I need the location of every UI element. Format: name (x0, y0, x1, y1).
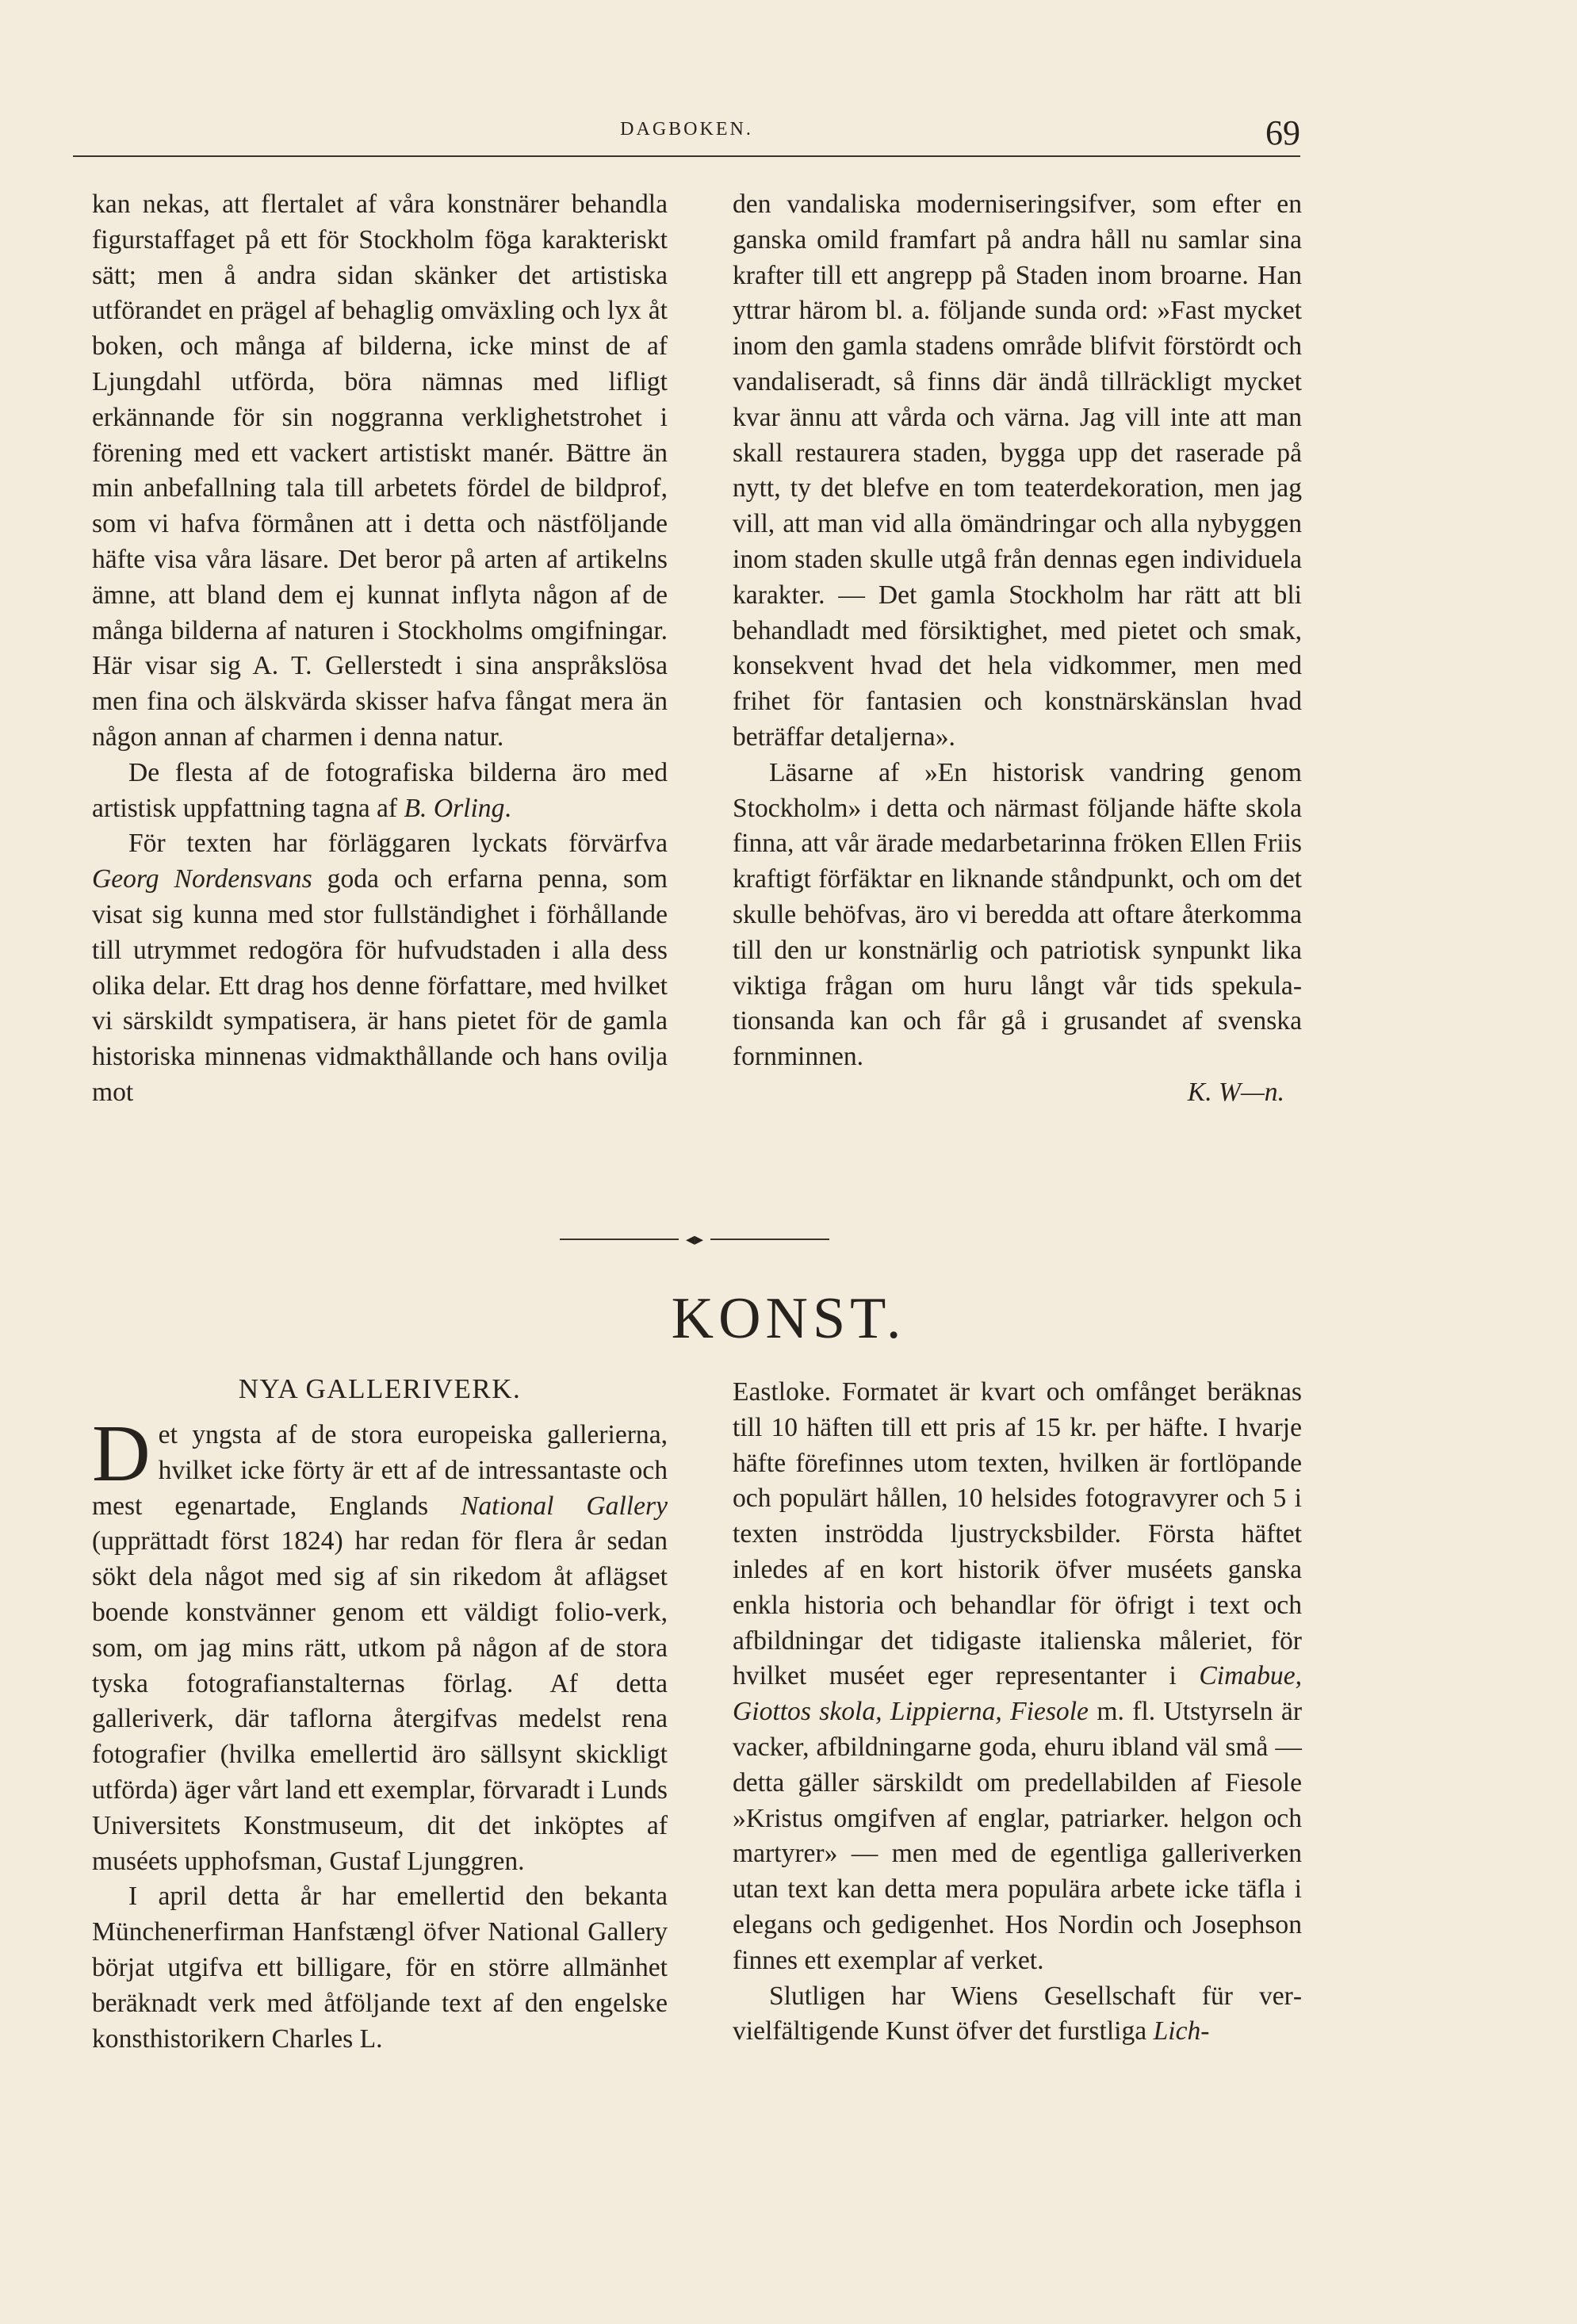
gallery-name: Lich- (1153, 2016, 1210, 2046)
paragraph: I april detta år har emellertid den bekanta Münchenerfirman Hanfstængl öfver National Gallery börjat utgifva ett billigare, för en större allmänhet beräknadt verk med åtföljande text af den engelske konsthistorikern Charles L. (92, 1882, 668, 2054)
section-divider (560, 1229, 829, 1250)
photographer-name: B. Orling (404, 793, 505, 823)
paragraph: Slutligen har Wiens Gesellschaft für vervielfältigende Kunst öfver det furstliga Lich- (733, 1981, 1302, 2046)
column-right-top (733, 187, 1302, 1111)
paragraph: De flesta af de fotografiska bilderna äro med artistisk uppfattning tagna af B. Orling. (92, 757, 668, 823)
author-name: Georg Nordensvans (92, 864, 312, 894)
drop-cap: D (92, 1409, 151, 1499)
divider-ornament-icon: ◂▸ (685, 1229, 704, 1249)
column-right-bottom (733, 1375, 1302, 2050)
article-title: NYA GALLERIVERK. (238, 1373, 522, 1404)
paragraph: kan nekas, att flertalet af våra konstnärer behandla figurstaffaget på ett för Stockholm föga karakteriskt sätt; men å andra sidan skänker det artistiska utförandet en prägel af behaglig omväxling och lyx åt boken, och många af bilderna, icke minst de af Ljungdahl utförda, böra nämnas med lifligt erkännande för sin noggranna verklighetstrohet i förening med ett vackert artistiskt manér. Bättre än min anbefallning tala till arbetets fördel de bildprof, som vi hafva förmånen att i detta och nästföljande häfte visa våra läsare. Det beror på arten af artikelns ämne, att bland dem ej kunnat inflyta någon af de många bilderna af naturen i Stockholms omgifningar. Här visar sig A. T. Gellerstedt i sina anspråkslösa men fina och älskvärda skisser hafva fångat mera än någon annan af charmen i denna natur. (92, 190, 668, 752)
paragraph: Eastloke. Formatet är kvart och omfånget beräknas till 10 häften till ett pris af 15 kr. per häfte. I hvarje häfte förefinnes utom texten, hvilken är fortlöpande och populärt hållen, 10 helsides fotogravyrer och 5 i texten inströdda ljustrycksbilder. Första häftet inledes af en kort historik öfver muséets ganska enkla historia och behandlar för öfrigt i text och afbildningar det tidigaste italienska måleriet, för hvilket muséet eger representanter i Cimabue, Giottos skola, Lippierna, Fiesole m. fl. Utstyrseln är vacker, afbildningarne goda, ehuru ibland väl små — detta gäller särskildt om predellabilden af Fiesole »Kristus omgifven af englar, patriarker. helgon och martyrer» — men med de egentliga galleriverken utan text kan detta mera populära arbete icke täfla i elegans och gedigenhet. Hos Nordin och Josephson finnes ett exemplar af verket. (733, 1377, 1302, 1975)
column-left-top (92, 187, 668, 1111)
paragraph: Det yngsta af de stora europeiska gallerierna, hvilket icke förty är ett af de intressantaste och mest egenartade, Englands National Gallery (upprättadt först 1824) har redan för flera år sedan sökt dela något med sig af sin rikedom åt aflägset boende konstvänner genom ett väldigt folio-verk, som, om jag mins rätt, utkom på någon af de stora tyska fotografianstalternas förlag. Af detta galleriverk, där taflorna återgifvas medelst rena fotografier (hvilka emellertid äro sällsynt skickligt utförda) äger vårt land ett exemplar, förvaradt i Lunds Universitets Konstmuseum, dit det inköptes af muséets upphofsman, Gustaf Ljunggren. (92, 1409, 668, 1876)
section-title: KONST. (671, 1286, 906, 1351)
signature: K. W—n. (1187, 1077, 1284, 1107)
page-number: 69 (1265, 113, 1300, 152)
running-title: DAGBOKEN. (620, 119, 753, 140)
paragraph: För texten har förläggaren lyckats förvärfva Georg Nordensvans goda och erfarna penna, som visat sig kunna med stor fullständighet i förhållande till utrymmet redogöra för hufvudstaden i alla dess olika delar. Ett drag hos denne författare, med hvilket vi särskildt sympatisera, är hans pietet för de gamla historiska minnenas vidmakthållande och hans ovilja mot (92, 829, 668, 1107)
paragraph: Läsarne af »En historisk vandring genom Stockholm» i detta och närmast följande häfte skola finna, att vår ärade medarbetarinna fröken Ellen Friis kraftigt förfäktar en liknande ståndpunkt, och om det skulle behöfvas, äro vi beredda att oftare återkomma till den ur konstnärlig och patriotisk synpunkt lika viktiga frågan om huru långt vår tids spekulationsanda kan och får gå i grusandet af svenska fornminnen. (733, 757, 1302, 1072)
running-head (73, 113, 1300, 157)
artist-names: Cimabue, Giottos skola, Lippierna, Fiesole (733, 1661, 1302, 1727)
gallery-name: National Gallery (460, 1491, 668, 1521)
paragraph: den vandaliska moderniseringsifver, som efter en ganska omild framfart på andra håll nu samlar sina krafter till ett angrepp på Staden inom broarne. Han yttrar härom bl. a. följande sunda ord: »Fast mycket inom den gamla stadens område blifvit förstördt och vandaliseradt, så finns där ändå tillräckligt mycket kvar ännu att vårda och värna. Jag vill inte att man skall restaurera staden, bygga upp det raserade på nytt, ty det blefve en tom teaterdekoration, men jag vill, att man vid alla ömändringar och alla nybyggen inom staden skulle utgå från dennas egen individuela karakter. — Det gamla Stockholm har rätt att bli behandladt med försiktighet, med pietet och smak, konsekvent hvad det hela vidkommer, men med frihet för fantasien och konstnärskänslan hvad beträffar detaljerna». (733, 190, 1302, 752)
signature-line (733, 1075, 1302, 1111)
column-left-bottom (92, 1409, 668, 2057)
